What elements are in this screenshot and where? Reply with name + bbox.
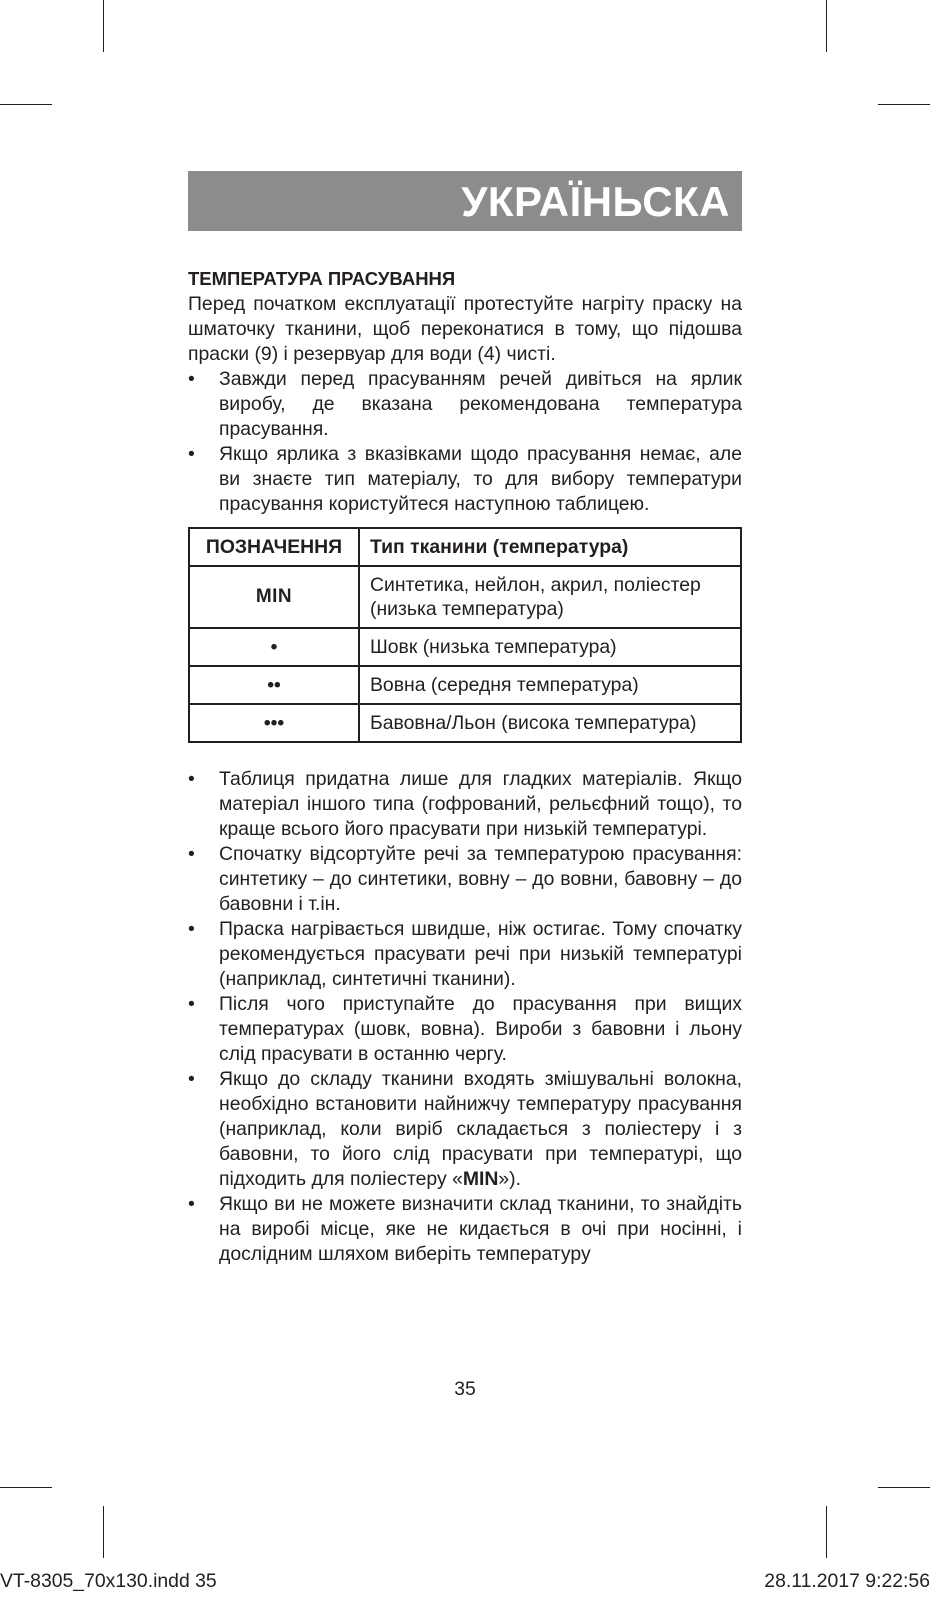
bullet-icon: • (188, 443, 195, 465)
table-row (189, 628, 741, 666)
list-item-text: Праска нагрівається швидше, ніж остигає. Тому спочатку рекомендується прасувати речі при низькій температурі (наприклад, синтетичні тканини). (219, 918, 742, 990)
table-row (189, 704, 741, 742)
crop-mark-left-top (0, 104, 52, 105)
slug-file-name: VT-8305_70x130.indd 35 (0, 1570, 217, 1592)
section-title: ТЕМПЕРАТУРА ПРАСУВАННЯ (188, 268, 456, 289)
ironing-temperature-table (188, 527, 742, 743)
list-item (188, 367, 742, 442)
list-item-text: Якщо до складу тканини входять змішувальні волокна, необхідно встановити найнижчу температуру прасування (наприклад, коли виріб складається з поліестеру і з бавовни, то його слід прасувати при температурі, що підходить для поліестеру « (219, 1068, 742, 1190)
bullet-icon: • (188, 368, 195, 390)
list-item (188, 992, 742, 1067)
list-item (188, 442, 742, 517)
page-number: 35 (454, 1378, 476, 1400)
table-row (189, 566, 741, 628)
symbol-cell: MIN (189, 566, 359, 628)
list-item-text: Якщо ви не можете визначити склад тканини, то знайдіть на виробі місце, яке не кидається в очі при носінні, і дослідним шляхом виберіть температуру (219, 1193, 742, 1265)
list-item-text: Після чого приступайте до прасування при вищих температурах (шовк, вовна). Вироби з бавовни і льону слід прасувати в останню чергу. (219, 993, 742, 1065)
symbol-cell: •• (189, 666, 359, 704)
language-header: УКРАЇНЬСКА (188, 171, 742, 231)
list-item-text-end: »). (498, 1168, 522, 1190)
list-item (188, 1067, 742, 1192)
list-item (188, 767, 742, 842)
bullet-icon: • (188, 918, 195, 940)
list-item (188, 1192, 742, 1267)
list-item-text: Завжди перед прасуванням речей дивіться на ярлик виробу, де вказана рекомендована температура прасування. (219, 368, 742, 440)
fabric-cell: Вовна (середня температура) (359, 666, 741, 704)
crop-mark-bottom-right (826, 1506, 827, 1558)
crop-mark-top-right (826, 0, 827, 52)
fabric-cell: Шовк (низька температура) (359, 628, 741, 666)
column-header-symbol: ПОЗНАЧЕННЯ (189, 528, 359, 566)
list-item (188, 842, 742, 917)
column-header-fabric: Тип тканини (температура) (359, 528, 741, 566)
symbol-cell: ••• (189, 704, 359, 742)
bullet-icon: • (188, 1068, 195, 1090)
symbol-cell: • (189, 628, 359, 666)
crop-mark-right-top (878, 104, 930, 105)
list-item-text: Спочатку відсортуйте речі за температурою прасування: синтетику – до синтетики, вовну – до вовни, бавовну – до бавовни і т.ін. (219, 843, 742, 915)
crop-mark-left-bottom (0, 1487, 52, 1488)
bullet-icon: • (188, 993, 195, 1015)
crop-mark-top-left (103, 0, 104, 52)
list-item-text: Якщо ярлика з вказівками щодо прасування немає, але ви знаєте тип матеріалу, то для вибору температури прасування користуйтеся наступною таблицею. (219, 443, 742, 515)
bullet-icon: • (188, 843, 195, 865)
crop-mark-bottom-left (103, 1506, 104, 1558)
fabric-cell: Синтетика, нейлон, акрил, поліестер (низька температура) (359, 566, 741, 628)
bullet-list-after-table (188, 767, 742, 1267)
table-row (189, 666, 741, 704)
list-item-text: Таблиця придатна лише для гладких матеріалів. Якщо матеріал іншого типа (гофрований, рельєфний тощо), то краще всього його прасувати при низькій температурі. (219, 768, 742, 840)
bullet-icon: • (188, 768, 195, 790)
bullet-list-before-table (188, 367, 742, 517)
table-header-row (189, 528, 741, 566)
intro-paragraph: Перед початком експлуатації протестуйте нагріту праску на шматочку тканини, щоб переконатися в тому, що підошва праски (9) і резервуар для води (4) чисті. (188, 293, 742, 365)
list-item (188, 917, 742, 992)
slug-date-time: 28.11.2017 9:22:56 (764, 1570, 930, 1592)
fabric-cell: Бавовна/Льон (висока температура) (359, 704, 741, 742)
page-content (188, 266, 742, 1267)
min-label: MIN (462, 1168, 499, 1190)
crop-mark-right-bottom (878, 1487, 930, 1488)
bullet-icon: • (188, 1193, 195, 1215)
